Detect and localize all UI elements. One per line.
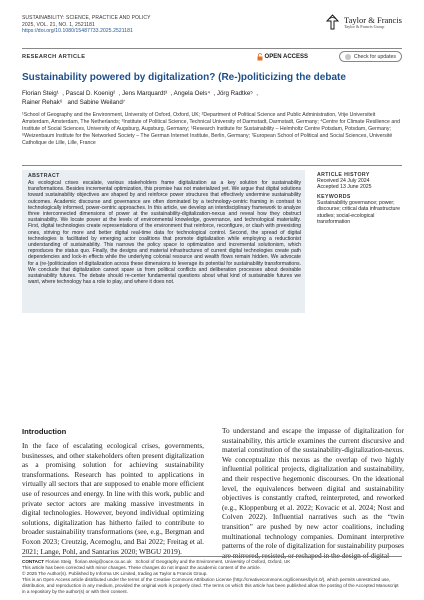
open-access-label — [257, 53, 308, 61]
open-lock-icon — [257, 53, 263, 61]
publisher-group: Taylor & Francis Group — [344, 24, 385, 30]
authors-line-2: Rainer Rehak⁶ and Sabine Weiland⁷ — [22, 99, 126, 106]
body-column-right: To understand and escape the impasse of digitalization for sustainability, this article examines the current discursive and material constitution of the sustainability-digitalization-nexus. We conceptualize this nexus as the overlap of two highly influential political projects, digitalization and sustainability, and their respective hegemonic discourses. On the ideational level, the equivalences between digital and sustainability objectives is constantly crafted, reinterpreted, and reworked (e.g., Kloppenburg et al. 2022; Kovacic et al. 2024; Nost and Colven 2022). Influential narratives such as the “twin transition” are pushed by new actor coalitions, including multinational technology companies. Dominant interpretive patterns of the role of digitalization for sustainability purposes are mirrored, resisted, or reshaped in the design of digital — [222, 426, 404, 560]
abstract-text: As ecological crises escalate, various stakeholders frame digitalization as a key solution for sustainability transformations. Besides incremental optimization, this promise has not materialized yet. We argue that digital solutions toward sustainability objectives are shaped by and reinforce power structures that effectively undermine sustainability outcomes. Academic discourse and governance are often dominated by a technology-centric framing in contrast to technologically informed, power-centric approaches. In this article, we develop an interdisciplinary framework to analyze three interconnected dimensions of power at the sustainability-digitalization-nexus and reveal how they obstruct sustainability. We locate power at the levels of environmental knowledge, governance, and technological materiality. First, digital technologies create representations of the environment that reinforce, reconfigure, or clash with preexisting ones, striving for more and better digital real-time data for technological control. Second, the spread of digital technologies is facilitated by emerging actor coalitions that promote digitalization while employing a reductionist understanding of sustainability. This narrows the policy space to optimization and incremental solutionism, which reproduces the status quo. Finally, the designs and material infrastructures of current digital technologies create path dependencies and lock-in effects while the underlying colonial resource and wealth flows remain hidden. We advocate for a (re-)politicization of digitalization across these dimensions to leverage its potential for sustainability transformations. We conclude that digitalization cannot spare us from political conflicts and deliberation processes about desirable sustainability futures. The debate should re-center fundamental questions about what kind of sustainable futures we want, where technology has a role to play, and where it does not. — [28, 180, 301, 286]
affiliation-divider — [22, 165, 402, 166]
journal-header — [22, 15, 151, 35]
article-type: RESEARCH ARTICLE — [22, 54, 86, 60]
footer-divider — [22, 556, 402, 557]
publisher-name: Taylor & Francis — [344, 14, 402, 25]
header-divider — [22, 48, 402, 49]
correction-note: This article has been corrected with minor changes. These changes do not impact the academic content of the article. — [22, 564, 261, 570]
introduction-heading: Introduction — [22, 427, 67, 436]
author-list — [22, 89, 402, 107]
contact-info[interactable]: Florian Steig florian.steig@ouce.ox.ac.uk School of Geography and the Environment, University of Oxford, Oxford, UK — [45, 559, 291, 564]
open-access-text: OPEN ACCESS — [264, 54, 308, 60]
publisher-logo — [325, 14, 402, 31]
journal-name: SUSTAINABILITY: SCIENCE, PRACTICE AND POLICY — [22, 15, 151, 21]
article-sidebar — [317, 172, 403, 225]
check-updates-icon — [345, 54, 351, 60]
accepted-date: Accepted 13 June 2025 — [317, 184, 372, 191]
doi-link[interactable]: https://doi.org/10.1080/15487733.2025.2521181 — [22, 28, 133, 34]
copyright-line: © 2025 The Author(s). Published by Informa UK Limited, trading as Taylor & Francis Group. — [22, 570, 208, 576]
affiliations: ¹School of Geography and the Environment, University of Oxford, Oxford, UK; ²Department of Political Science and Public Administration, Vrije Universiteit Amsterdam, Amsterdam, The Netherlands; ³Institute of Political Science, Technical University of Darmstadt, Darmstadt, Germany; ⁴Centre for Climate Resilience and Institute of Social Sciences, University of Augsburg, Augsburg, Germany; ⁵Research Institute for Sustainability – Helmholtz Centre Potsdam, Potsdam, Germany; ⁶Weizenbaum Institute for the Networked Society – The German Internet Institute, Berlin, Germany; ⁷European School of Political and Social Sciences, Université Catholique de Lille, Lille, France — [22, 112, 400, 146]
keywords-heading: KEYWORDS — [317, 193, 351, 200]
article-history-heading: ARTICLE HISTORY — [317, 172, 370, 178]
keywords-text: Sustainability governance; power; discourse; critical data infrastructure studies; social-ecological transformation — [317, 199, 401, 226]
body-column-left: In the face of escalating ecological crises, governments, businesses, and other stakeholders often present digitalization as a promising solution for achieving sustainability transformations. Research has pointed to applications in virtually all sectors that are supposed to enable more efficient use of resources and energy. In line with this work, public and private sector actors are making massive investments in digital technologies. However, beyond individual optimizing solutions, digitalization has hitherto failed to contribute to broader sustainability transformations (see, e.g., Bergman and Foxon 2023; Creutzig, Acemoglu, and Bai 2022; Freitag et al. 2021; Lange, Pohl, and Santarius 2020; WBGU 2019). — [22, 441, 204, 556]
article-title: Sustainability powered by digitalization? (Re-)politicizing the debate — [22, 72, 346, 83]
authors-line-1: Florian Steig¹ , Pascal D. Koenig² , Jens Marquardt³ , Angela Oels⁴ , Jörg Radtke⁵ , — [22, 90, 258, 97]
journal-issue: 2025, VOL. 21, NO. 1, 2521181 — [22, 21, 95, 28]
taylor-francis-logo-icon — [325, 14, 340, 31]
license-text: This is an Open Access article distributed under the terms of the Creative Commons Attribution License (http://creativecommons.org/licenses/by/4.0/), which permits unrestricted use, distribution, and reproduction in any medium, provided the original work is properly cited. The terms on which this article has been published allow the posting of the Accepted Manuscript in a repository by the author(s) or with their consent. — [22, 576, 399, 594]
check-for-updates-button[interactable] — [339, 51, 402, 62]
received-date: Received 24 July 2024 — [317, 178, 370, 184]
check-updates-label: Check for updates — [353, 53, 396, 60]
contact-label: CONTACT — [22, 559, 45, 564]
abstract-heading: ABSTRACT — [28, 173, 60, 179]
footer — [22, 559, 402, 594]
